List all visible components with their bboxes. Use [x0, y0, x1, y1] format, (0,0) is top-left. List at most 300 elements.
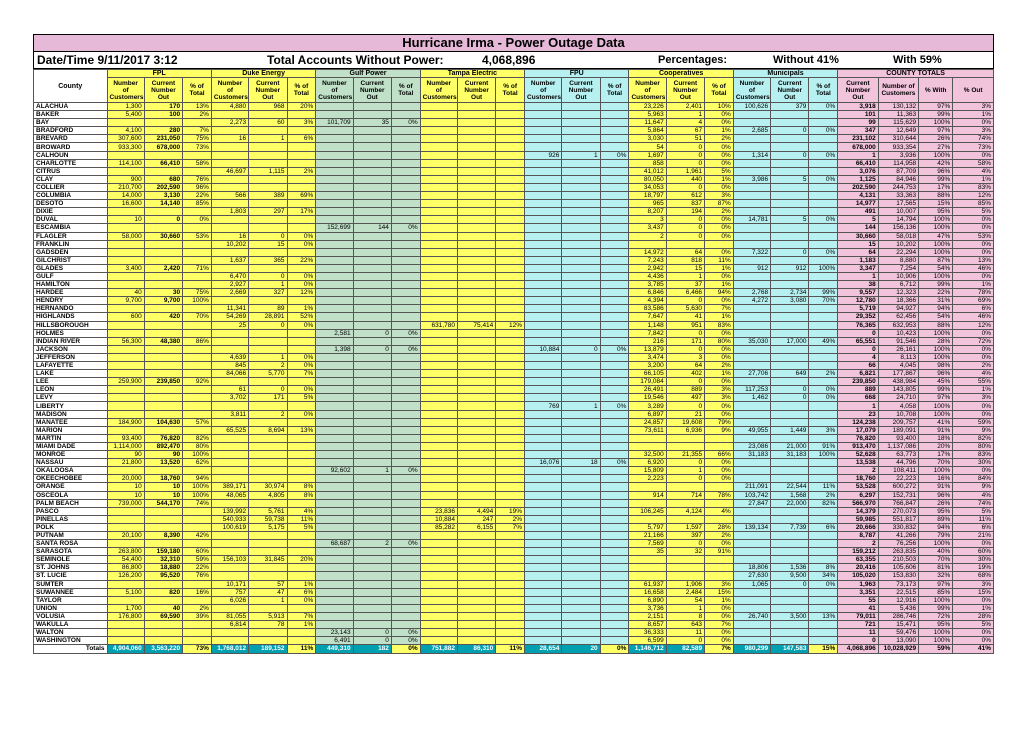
table-cell [600, 475, 629, 483]
table-cell: 70% [919, 459, 953, 467]
table-cell: 1% [953, 175, 994, 183]
table-cell: 4,805 [249, 491, 287, 499]
table-cell [525, 119, 562, 127]
table-cell [600, 378, 629, 386]
table-cell [496, 208, 525, 216]
table-cell: 53,528 [838, 483, 878, 491]
table-cell [420, 313, 457, 321]
county-name: FRANKLIN [34, 240, 108, 248]
table-cell: 6,936 [666, 426, 704, 434]
table-cell [391, 111, 420, 119]
table-cell: 0 [353, 629, 391, 637]
table-cell [771, 629, 809, 637]
table-cell [316, 507, 353, 515]
table-cell [496, 232, 525, 240]
table-cell: 0 [666, 475, 704, 483]
table-cell: 89 [249, 305, 287, 313]
table-cell [353, 135, 391, 143]
table-cell [496, 200, 525, 208]
table-cell: 0% [600, 459, 629, 467]
table-cell [316, 604, 353, 612]
table-cell [107, 621, 144, 629]
table-cell: 10 [107, 483, 144, 491]
table-cell [420, 418, 457, 426]
table-cell: 2% [953, 362, 994, 370]
table-cell [391, 572, 420, 580]
table-cell [733, 135, 770, 143]
county-name: CITRUS [34, 167, 108, 175]
table-cell [107, 353, 144, 361]
table-cell [496, 386, 525, 394]
table-cell: 1 [666, 604, 704, 612]
column-header: % of Total [496, 78, 525, 103]
county-name: WASHINGTON [34, 637, 108, 645]
table-cell [525, 200, 562, 208]
table-cell [496, 216, 525, 224]
table-cell [391, 167, 420, 175]
table-cell [600, 531, 629, 539]
table-cell: 0% [391, 224, 420, 232]
table-cell: 9% [953, 483, 994, 491]
table-cell: 60% [183, 548, 212, 556]
county-name: OSCEOLA [34, 491, 108, 499]
table-cell [496, 224, 525, 232]
table-cell: 0 [666, 378, 704, 386]
table-cell: 100% [919, 151, 953, 159]
table-cell [705, 240, 734, 248]
table-cell [496, 629, 525, 637]
table-cell: 678,000 [838, 143, 878, 151]
table-cell: 22,223 [878, 475, 918, 483]
table-cell: 0% [705, 111, 734, 119]
table-cell: 2% [705, 208, 734, 216]
table-cell [809, 475, 838, 483]
table-cell [562, 629, 600, 637]
table-cell: 8 [666, 612, 704, 620]
table-cell [316, 240, 353, 248]
table-cell: 0% [287, 281, 316, 289]
table-cell [249, 111, 287, 119]
table-cell: 76% [183, 572, 212, 580]
table-cell [525, 442, 562, 450]
table-cell: 1 [666, 111, 704, 119]
table-cell: 21,800 [107, 459, 144, 467]
table-cell [562, 442, 600, 450]
table-cell: 3,076 [838, 167, 878, 175]
table-cell: 668 [838, 394, 878, 402]
table-cell [316, 580, 353, 588]
table-cell: 91% [919, 426, 953, 434]
table-cell [144, 345, 182, 353]
table-cell [353, 313, 391, 321]
table-cell [496, 297, 525, 305]
table-cell: 5% [287, 394, 316, 402]
county-name: DESOTO [34, 200, 108, 208]
table-row [34, 200, 994, 208]
table-cell [391, 378, 420, 386]
table-cell: 5,761 [249, 507, 287, 515]
table-cell [496, 467, 525, 475]
table-row [34, 604, 994, 612]
table-cell [562, 143, 600, 151]
county-name: OKALOOSA [34, 467, 108, 475]
table-cell [107, 637, 144, 645]
table-cell: 12% [496, 321, 525, 329]
table-cell [420, 621, 457, 629]
table-cell [183, 507, 212, 515]
table-cell: 0 [144, 216, 182, 224]
table-cell: 497 [666, 394, 704, 402]
table-cell [600, 580, 629, 588]
table-cell [457, 442, 495, 450]
table-cell [316, 248, 353, 256]
table-cell: 0% [809, 386, 838, 394]
table-cell: 76% [183, 175, 212, 183]
table-cell: 22,000 [771, 499, 809, 507]
table-cell: 8% [287, 483, 316, 491]
table-row [34, 572, 994, 580]
table-row [34, 305, 994, 313]
table-cell: 59% [953, 418, 994, 426]
table-cell: 20,100 [107, 531, 144, 539]
county-name: LEON [34, 386, 108, 394]
table-cell [287, 378, 316, 386]
table-cell: 1 [562, 402, 600, 410]
table-cell: 0 [666, 540, 704, 548]
table-cell: 30,660 [838, 232, 878, 240]
table-cell [525, 362, 562, 370]
table-cell: 18,797 [629, 192, 666, 200]
table-cell [316, 548, 353, 556]
table-cell: 117,253 [733, 386, 770, 394]
table-cell: 60% [953, 548, 994, 556]
table-cell: 1% [287, 621, 316, 629]
table-cell [391, 434, 420, 442]
table-cell [287, 629, 316, 637]
table-cell: 0 [353, 345, 391, 353]
table-cell [771, 402, 809, 410]
table-cell: 2% [705, 135, 734, 143]
table-cell [457, 426, 495, 434]
table-cell [420, 451, 457, 459]
table-cell: 0% [600, 151, 629, 159]
table-cell: 0% [953, 353, 994, 361]
table-cell [391, 475, 420, 483]
table-cell: 189,091 [878, 426, 918, 434]
table-cell [249, 629, 287, 637]
table-cell: 1 [562, 151, 600, 159]
table-cell [733, 313, 770, 321]
table-cell [211, 451, 248, 459]
table-cell: 1% [705, 175, 734, 183]
group-header: Gulf Power [316, 70, 420, 78]
table-cell: 566 [211, 192, 248, 200]
table-cell [183, 151, 212, 159]
table-cell [316, 418, 353, 426]
table-cell [733, 515, 770, 523]
table-cell: 114,958 [878, 159, 918, 167]
table-cell: 20,000 [107, 475, 144, 483]
table-cell [420, 281, 457, 289]
table-cell [249, 248, 287, 256]
total-accounts-label: Total Accounts Without Power: [267, 53, 444, 67]
table-cell: 144 [353, 224, 391, 232]
table-cell: 12% [953, 321, 994, 329]
table-cell [562, 329, 600, 337]
table-cell: 100% [809, 264, 838, 272]
total-accounts-value: 4,068,896 [482, 53, 536, 67]
table-row [34, 588, 994, 596]
table-cell: 32,500 [629, 451, 666, 459]
table-cell [353, 475, 391, 483]
table-row [34, 426, 994, 434]
county-name: SUMTER [34, 580, 108, 588]
table-cell [457, 531, 495, 539]
table-row [34, 548, 994, 556]
table-cell [316, 483, 353, 491]
table-cell [420, 353, 457, 361]
table-cell: 1,906 [666, 580, 704, 588]
table-cell [496, 475, 525, 483]
table-cell [316, 208, 353, 216]
table-cell: 6,814 [211, 621, 248, 629]
county-header: County [34, 70, 108, 103]
table-cell [391, 248, 420, 256]
table-cell: 66 [838, 362, 878, 370]
table-cell: 8,657 [629, 621, 666, 629]
table-cell [457, 313, 495, 321]
county-name: CALHOUN [34, 151, 108, 159]
table-cell [353, 232, 391, 240]
table-cell [287, 200, 316, 208]
totals-cell: 147,583 [771, 645, 809, 654]
table-cell: 632,953 [878, 321, 918, 329]
table-cell [316, 515, 353, 523]
table-cell: 31% [919, 297, 953, 305]
table-cell [496, 418, 525, 426]
table-cell [420, 135, 457, 143]
table-cell [705, 564, 734, 572]
table-cell: 54% [919, 264, 953, 272]
table-cell [457, 240, 495, 248]
table-cell: 10,708 [878, 410, 918, 418]
county-name: LEE [34, 378, 108, 386]
table-cell: 2,484 [666, 588, 704, 596]
table-cell [733, 556, 770, 564]
table-row [34, 629, 994, 637]
table-cell [666, 483, 704, 491]
table-cell [809, 548, 838, 556]
table-row [34, 256, 994, 264]
table-cell [391, 588, 420, 596]
table-cell [144, 540, 182, 548]
table-cell: 17% [287, 208, 316, 216]
table-cell: 3,200 [629, 362, 666, 370]
county-name: PASCO [34, 507, 108, 515]
table-cell [420, 629, 457, 637]
table-cell [316, 272, 353, 280]
table-cell: 5,175 [249, 523, 287, 531]
table-cell [457, 345, 495, 353]
table-cell [211, 402, 248, 410]
table-cell: 739,000 [107, 499, 144, 507]
table-cell [771, 507, 809, 515]
table-cell [391, 483, 420, 491]
table-cell [420, 297, 457, 305]
table-cell: 600 [107, 313, 144, 321]
table-cell [666, 564, 704, 572]
table-cell: 1% [953, 604, 994, 612]
table-cell [107, 345, 144, 353]
table-cell [249, 442, 287, 450]
table-cell [457, 256, 495, 264]
table-cell: 0% [953, 248, 994, 256]
table-cell: 76,365 [838, 321, 878, 329]
table-cell [457, 621, 495, 629]
table-cell: 16 [211, 135, 248, 143]
table-cell: 177,867 [878, 370, 918, 378]
table-row [34, 467, 994, 475]
table-cell [353, 256, 391, 264]
table-cell: 12,916 [878, 596, 918, 604]
table-cell [353, 321, 391, 329]
table-cell [809, 353, 838, 361]
table-cell: 16 [211, 232, 248, 240]
table-cell [420, 119, 457, 127]
table-cell [144, 305, 182, 313]
table-cell [496, 183, 525, 191]
table-cell [562, 192, 600, 200]
table-cell [391, 596, 420, 604]
table-cell [600, 313, 629, 321]
table-cell [496, 362, 525, 370]
table-cell [600, 119, 629, 127]
table-cell: 0 [771, 386, 809, 394]
table-cell: 97% [919, 394, 953, 402]
table-cell [353, 548, 391, 556]
table-cell [107, 272, 144, 280]
table-cell: 0 [249, 386, 287, 394]
table-cell: 0% [705, 410, 734, 418]
table-cell: 1 [249, 353, 287, 361]
table-cell: 6,491 [316, 637, 353, 645]
table-cell [249, 467, 287, 475]
table-cell: 42% [919, 159, 953, 167]
table-cell [107, 629, 144, 637]
group-header: Municipals [733, 70, 837, 78]
table-cell: 2 [249, 362, 287, 370]
table-cell: 11 [666, 629, 704, 637]
table-cell: 10,423 [878, 329, 918, 337]
table-cell: 34% [809, 572, 838, 580]
table-cell: 12,323 [878, 289, 918, 297]
table-cell [600, 192, 629, 200]
table-cell: 19,546 [629, 394, 666, 402]
table-cell: 11,363 [878, 111, 918, 119]
table-cell [733, 183, 770, 191]
table-cell [316, 410, 353, 418]
table-cell: 126,200 [107, 572, 144, 580]
table-row [34, 135, 994, 143]
table-cell: 210,503 [878, 556, 918, 564]
table-cell: 59,985 [838, 515, 878, 523]
table-cell: 88% [919, 192, 953, 200]
table-cell [316, 353, 353, 361]
table-row [34, 491, 994, 499]
table-cell [496, 548, 525, 556]
table-cell [353, 297, 391, 305]
table-cell [600, 362, 629, 370]
table-cell [562, 224, 600, 232]
table-cell [600, 232, 629, 240]
table-cell: 65,551 [838, 337, 878, 345]
table-cell: 143,805 [878, 386, 918, 394]
table-cell: 80% [953, 442, 994, 450]
table-cell [600, 621, 629, 629]
table-cell: 2,927 [211, 281, 248, 289]
table-cell: 73,611 [629, 426, 666, 434]
county-name: SARASOTA [34, 548, 108, 556]
table-cell: 721 [838, 621, 878, 629]
table-cell: 7% [705, 305, 734, 313]
table-cell: 913,470 [838, 442, 878, 450]
table-cell [457, 548, 495, 556]
table-cell: 32 [666, 548, 704, 556]
table-cell: 115,629 [878, 119, 918, 127]
table-cell: 239,850 [144, 378, 182, 386]
table-row [34, 459, 994, 467]
table-cell [316, 143, 353, 151]
county-name: COLLIER [34, 183, 108, 191]
table-cell: 95,520 [144, 572, 182, 580]
table-cell: 1% [953, 386, 994, 394]
table-cell [600, 612, 629, 620]
table-cell: 0 [666, 329, 704, 337]
table-cell [525, 192, 562, 200]
table-cell: 10,171 [211, 580, 248, 588]
table-cell: 87% [919, 256, 953, 264]
table-cell [600, 143, 629, 151]
table-cell [809, 313, 838, 321]
table-cell [211, 143, 248, 151]
table-cell [600, 523, 629, 531]
table-cell [771, 345, 809, 353]
table-cell [107, 402, 144, 410]
county-name: ST. JOHNS [34, 564, 108, 572]
table-cell [316, 499, 353, 507]
table-cell: 14,000 [107, 192, 144, 200]
table-cell: 678,000 [144, 143, 182, 151]
table-cell [496, 103, 525, 111]
table-cell [600, 111, 629, 119]
table-cell [287, 467, 316, 475]
table-cell: 0% [705, 629, 734, 637]
table-cell [600, 491, 629, 499]
table-cell [353, 167, 391, 175]
table-cell [353, 515, 391, 523]
table-cell [600, 103, 629, 111]
table-cell [771, 192, 809, 200]
totals-cell: 11% [287, 645, 316, 654]
table-cell [496, 159, 525, 167]
outage-sheet [33, 34, 994, 654]
table-cell [457, 362, 495, 370]
column-header: % With [919, 78, 953, 103]
table-cell: 41 [666, 313, 704, 321]
table-cell [771, 418, 809, 426]
table-cell [733, 378, 770, 386]
table-cell: 16,076 [525, 459, 562, 467]
